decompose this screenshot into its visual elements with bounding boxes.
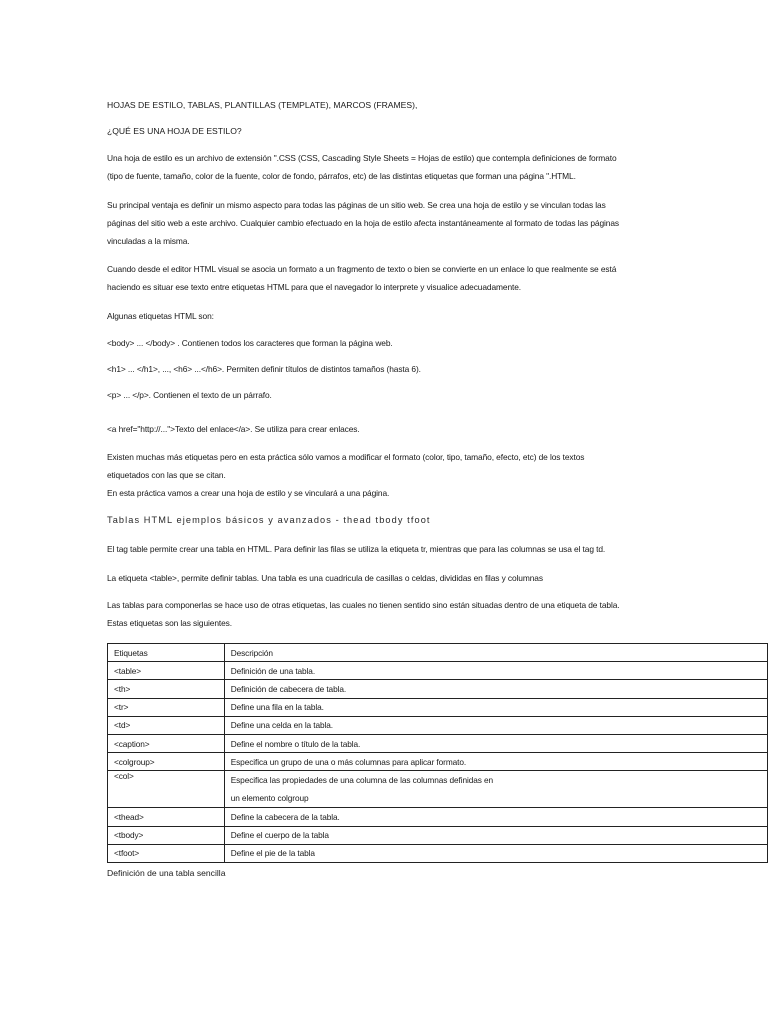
question-heading: ¿QUÉ ES UNA HOJA DE ESTILO? — [107, 126, 242, 136]
paragraph-line: etiquetados con las que se citan. — [107, 470, 226, 480]
table-row — [108, 808, 768, 826]
tag-heading-line: <h1> ... </h1>, ..., <h6> ...</h6>. Permiten definir títulos de distintos tamaños (hasta 6). — [107, 364, 421, 374]
description-cell: Define una celda en la tabla. — [224, 716, 767, 734]
paragraph-definition — [107, 149, 617, 185]
table-row — [108, 662, 768, 680]
description-line: un elemento colgroup — [230, 793, 309, 804]
tags-table — [107, 643, 768, 863]
tag-cell: <thead> — [108, 808, 225, 826]
section-title-tables: Tablas HTML ejemplos básicos y avanzados - thead tbody tfoot — [107, 515, 431, 525]
header-cell-description: Descripción — [224, 644, 767, 662]
paragraph-advantage — [107, 196, 619, 250]
description-cell: Define el nombre o título de la tabla. — [224, 734, 767, 752]
tag-cell: <td> — [108, 716, 225, 734]
paragraph-line: vinculadas a la misma. — [107, 236, 190, 246]
paragraph-line: Estas etiquetas son las siguientes. — [107, 618, 232, 628]
tag-cell: <caption> — [108, 734, 225, 752]
table-row — [108, 844, 768, 862]
tag-anchor-line: <a href="http://...">Texto del enlace</a>. Se utiliza para crear enlaces. — [107, 424, 360, 434]
table-header-row — [108, 644, 768, 662]
description-cell: Define una fila en la tabla. — [224, 698, 767, 716]
paragraph-line: Cuando desde el editor HTML visual se asocia un formato a un fragmento de texto o bien se convierte en un enlace lo que realmente se está — [107, 264, 617, 274]
tag-cell: <tfoot> — [108, 844, 225, 862]
description-cell: Define el pie de la tabla — [224, 844, 767, 862]
description-cell: Definición de cabecera de tabla. — [224, 680, 767, 698]
tag-cell: <tr> — [108, 698, 225, 716]
paragraph-line: Una hoja de estilo es un archivo de extensión ".CSS (CSS, Cascading Style Sheets = Hojas de estilo) que contempla definiciones de formato — [107, 153, 617, 163]
paragraph-line: (tipo de fuente, tamaño, color de la fuente, color de fondo, párrafos, etc) de las distintas etiquetas que forman una página ".HTML. — [107, 171, 576, 181]
table-row — [108, 680, 768, 698]
description-line: Especifica las propiedades de una columna de las columnas definidas en — [230, 775, 494, 786]
simple-table-caption: Definición de una tabla sencilla — [107, 868, 226, 878]
table-row — [108, 716, 768, 734]
paragraph-table-definition: La etiqueta <table>, permite definir tablas. Una tabla es una cuadricula de casillas o celdas, divididas en filas y columnas — [107, 573, 543, 583]
tag-cell: <table> — [108, 662, 225, 680]
tag-cell: <col> — [108, 771, 225, 808]
paragraph-table-composition — [107, 596, 619, 632]
description-cell — [224, 771, 767, 808]
paragraph-line: Su principal ventaja es definir un mismo aspecto para todas las páginas de un sitio web. Se crea una hoja de estilo y se vinculan todas las — [107, 200, 606, 210]
paragraph-table-tag: El tag table permite crear una tabla en HTML. Para definir las filas se utiliza la etiqueta tr, mientras que para las columnas se usa el tag td. — [107, 544, 606, 554]
table-row — [108, 734, 768, 752]
paragraph-line: Las tablas para componerlas se hace uso de otras etiquetas, las cuales no tienen sentido sino están situadas dentro de una etiqueta de tabla. — [107, 600, 620, 610]
paragraph-more-tags — [107, 448, 584, 502]
tag-cell: <tbody> — [108, 826, 225, 844]
tag-paragraph-line: <p> ... </p>. Contienen el texto de un párrafo. — [107, 390, 272, 400]
table-row — [108, 698, 768, 716]
description-cell: Define el cuerpo de la tabla — [224, 826, 767, 844]
paragraph-line: páginas del sitio web a este archivo. Cualquier cambio efectuado en la hoja de estilo afecta instantáneamente al formato de todas las páginas — [107, 218, 619, 228]
some-tags-intro: Algunas etiquetas HTML son: — [107, 311, 214, 321]
tags-table-body — [108, 644, 768, 863]
description-cell: Especifica un grupo de una o más columnas para aplicar formato. — [224, 753, 767, 771]
description-cell: Definición de una tabla. — [224, 662, 767, 680]
table-row — [108, 753, 768, 771]
paragraph-line: En esta práctica vamos a crear una hoja de estilo y se vinculará a una página. — [107, 488, 390, 498]
paragraph-line: haciendo es situar ese texto entre etiquetas HTML para que el navegador lo interprete y visualice adecuadamente. — [107, 282, 522, 292]
tag-cell: <th> — [108, 680, 225, 698]
tag-cell: <colgroup> — [108, 753, 225, 771]
document-title: HOJAS DE ESTILO, TABLAS, PLANTILLAS (TEMPLATE), MARCOS (FRAMES), — [107, 100, 418, 110]
paragraph-line: Existen muchas más etiquetas pero en esta práctica sólo vamos a modificar el formato (color, tipo, tamaño, efecto, etc) de los textos — [107, 452, 585, 462]
paragraph-editor — [107, 260, 616, 296]
table-row — [108, 771, 768, 808]
header-cell-tags: Etiquetas — [108, 644, 225, 662]
description-cell: Define la cabecera de la tabla. — [224, 808, 767, 826]
tag-body-line: <body> ... </body> . Contienen todos los caracteres que forman la página web. — [107, 338, 393, 348]
table-row — [108, 826, 768, 844]
